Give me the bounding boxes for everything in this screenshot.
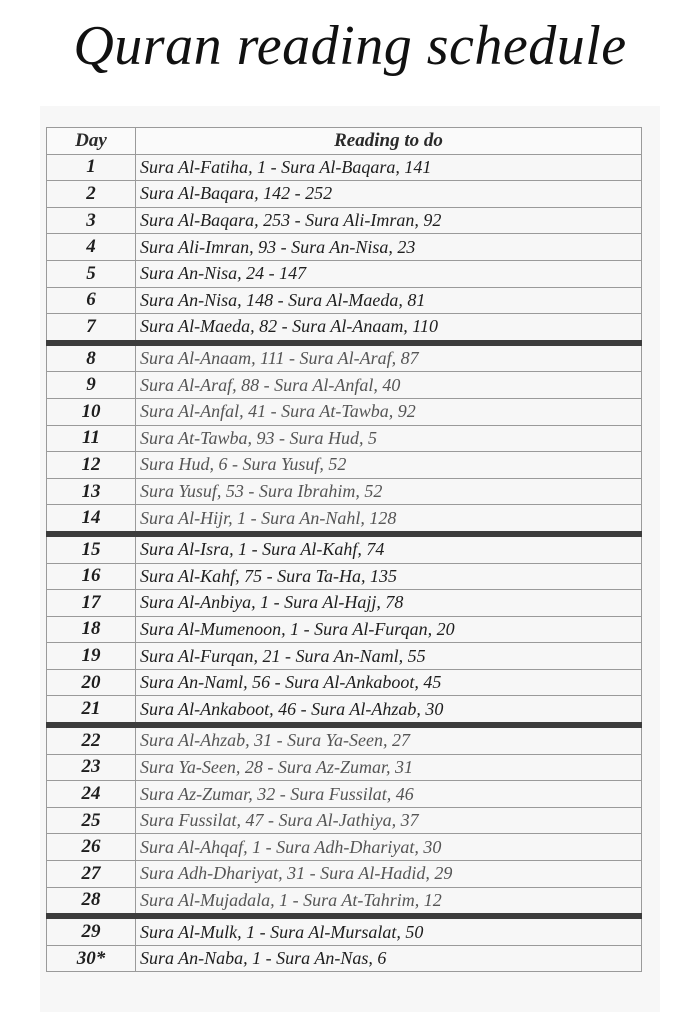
reading-cell: Sura An-Nisa, 24 - 147 bbox=[136, 260, 642, 287]
day-cell: 21 bbox=[47, 696, 136, 725]
day-cell: 19 bbox=[47, 643, 136, 670]
reading-cell: Sura Al-Kahf, 75 - Sura Ta-Ha, 135 bbox=[136, 563, 642, 590]
table-row bbox=[47, 425, 642, 452]
reading-cell: Sura Al-Fatiha, 1 - Sura Al-Baqara, 141 bbox=[136, 154, 642, 181]
day-cell: 29 bbox=[47, 916, 136, 945]
reading-cell: Sura Fussilat, 47 - Sura Al-Jathiya, 37 bbox=[136, 807, 642, 834]
day-cell: 10 bbox=[47, 398, 136, 425]
day-cell: 20 bbox=[47, 669, 136, 696]
reading-cell: Sura Al-Ahzab, 31 - Sura Ya-Seen, 27 bbox=[136, 725, 642, 754]
table-row bbox=[47, 505, 642, 534]
day-cell: 26 bbox=[47, 834, 136, 861]
reading-cell: Sura Al-Mujadala, 1 - Sura At-Tahrim, 12 bbox=[136, 887, 642, 916]
table-header-row bbox=[47, 128, 642, 155]
reading-cell: Sura Al-Ankaboot, 46 - Sura Al-Ahzab, 30 bbox=[136, 696, 642, 725]
table-row bbox=[47, 834, 642, 861]
reading-cell: Sura Al-Anbiya, 1 - Sura Al-Hajj, 78 bbox=[136, 590, 642, 617]
table-row bbox=[47, 643, 642, 670]
table-row bbox=[47, 154, 642, 181]
reading-cell: Sura Al-Ahqaf, 1 - Sura Adh-Dhariyat, 30 bbox=[136, 834, 642, 861]
day-cell: 17 bbox=[47, 590, 136, 617]
table-row bbox=[47, 807, 642, 834]
table-row bbox=[47, 452, 642, 479]
day-cell: 5 bbox=[47, 260, 136, 287]
reading-cell: Sura Adh-Dhariyat, 31 - Sura Al-Hadid, 29 bbox=[136, 861, 642, 888]
day-cell: 15 bbox=[47, 534, 136, 563]
table-row bbox=[47, 945, 642, 972]
day-cell: 25 bbox=[47, 807, 136, 834]
day-cell: 30* bbox=[47, 945, 136, 972]
reading-cell: Sura Al-Mumenoon, 1 - Sura Al-Furqan, 20 bbox=[136, 616, 642, 643]
reading-cell: Sura Yusuf, 53 - Sura Ibrahim, 52 bbox=[136, 478, 642, 505]
table-row bbox=[47, 534, 642, 563]
table-row bbox=[47, 260, 642, 287]
day-cell: 24 bbox=[47, 781, 136, 808]
table-row bbox=[47, 887, 642, 916]
reading-cell: Sura Al-Baqara, 253 - Sura Ali-Imran, 92 bbox=[136, 207, 642, 234]
table-row bbox=[47, 669, 642, 696]
reading-cell: Sura Al-Isra, 1 - Sura Al-Kahf, 74 bbox=[136, 534, 642, 563]
table-row bbox=[47, 616, 642, 643]
day-cell: 18 bbox=[47, 616, 136, 643]
reading-cell: Sura At-Tawba, 93 - Sura Hud, 5 bbox=[136, 425, 642, 452]
reading-cell: Sura Ya-Seen, 28 - Sura Az-Zumar, 31 bbox=[136, 754, 642, 781]
table-row bbox=[47, 754, 642, 781]
table-row bbox=[47, 781, 642, 808]
table-row bbox=[47, 696, 642, 725]
day-cell: 16 bbox=[47, 563, 136, 590]
day-cell: 28 bbox=[47, 887, 136, 916]
day-cell: 12 bbox=[47, 452, 136, 479]
reading-cell: Sura Al-Hijr, 1 - Sura An-Nahl, 128 bbox=[136, 505, 642, 534]
day-column-header: Day bbox=[47, 128, 136, 155]
reading-cell: Sura Al-Anaam, 111 - Sura Al-Araf, 87 bbox=[136, 343, 642, 372]
table-row bbox=[47, 372, 642, 399]
day-cell: 7 bbox=[47, 314, 136, 343]
page-title: Quran reading schedule bbox=[73, 15, 627, 77]
reading-cell: Sura Al-Maeda, 82 - Sura Al-Anaam, 110 bbox=[136, 314, 642, 343]
day-cell: 8 bbox=[47, 343, 136, 372]
table-row bbox=[47, 725, 642, 754]
table-row bbox=[47, 916, 642, 945]
table-row bbox=[47, 287, 642, 314]
day-cell: 6 bbox=[47, 287, 136, 314]
day-cell: 1 bbox=[47, 154, 136, 181]
reading-schedule-table bbox=[46, 127, 642, 972]
table-row bbox=[47, 478, 642, 505]
day-cell: 22 bbox=[47, 725, 136, 754]
table-row bbox=[47, 314, 642, 343]
reading-cell: Sura An-Nisa, 148 - Sura Al-Maeda, 81 bbox=[136, 287, 642, 314]
reading-column-header: Reading to do bbox=[136, 128, 642, 155]
reading-cell: Sura An-Naml, 56 - Sura Al-Ankaboot, 45 bbox=[136, 669, 642, 696]
reading-cell: Sura Hud, 6 - Sura Yusuf, 52 bbox=[136, 452, 642, 479]
reading-cell: Sura Al-Anfal, 41 - Sura At-Tawba, 92 bbox=[136, 398, 642, 425]
table-row bbox=[47, 343, 642, 372]
table-row bbox=[47, 234, 642, 261]
day-cell: 14 bbox=[47, 505, 136, 534]
table-row bbox=[47, 861, 642, 888]
reading-cell: Sura Az-Zumar, 32 - Sura Fussilat, 46 bbox=[136, 781, 642, 808]
day-cell: 13 bbox=[47, 478, 136, 505]
table-row bbox=[47, 398, 642, 425]
table-row bbox=[47, 590, 642, 617]
day-cell: 23 bbox=[47, 754, 136, 781]
reading-cell: Sura Ali-Imran, 93 - Sura An-Nisa, 23 bbox=[136, 234, 642, 261]
table-row bbox=[47, 181, 642, 208]
reading-cell: Sura Al-Baqara, 142 - 252 bbox=[136, 181, 642, 208]
reading-cell: Sura Al-Furqan, 21 - Sura An-Naml, 55 bbox=[136, 643, 642, 670]
day-cell: 11 bbox=[47, 425, 136, 452]
reading-cell: Sura An-Naba, 1 - Sura An-Nas, 6 bbox=[136, 945, 642, 972]
reading-cell: Sura Al-Araf, 88 - Sura Al-Anfal, 40 bbox=[136, 372, 642, 399]
day-cell: 3 bbox=[47, 207, 136, 234]
reading-cell: Sura Al-Mulk, 1 - Sura Al-Mursalat, 50 bbox=[136, 916, 642, 945]
day-cell: 4 bbox=[47, 234, 136, 261]
table-row bbox=[47, 563, 642, 590]
day-cell: 2 bbox=[47, 181, 136, 208]
day-cell: 9 bbox=[47, 372, 136, 399]
day-cell: 27 bbox=[47, 861, 136, 888]
table-row bbox=[47, 207, 642, 234]
